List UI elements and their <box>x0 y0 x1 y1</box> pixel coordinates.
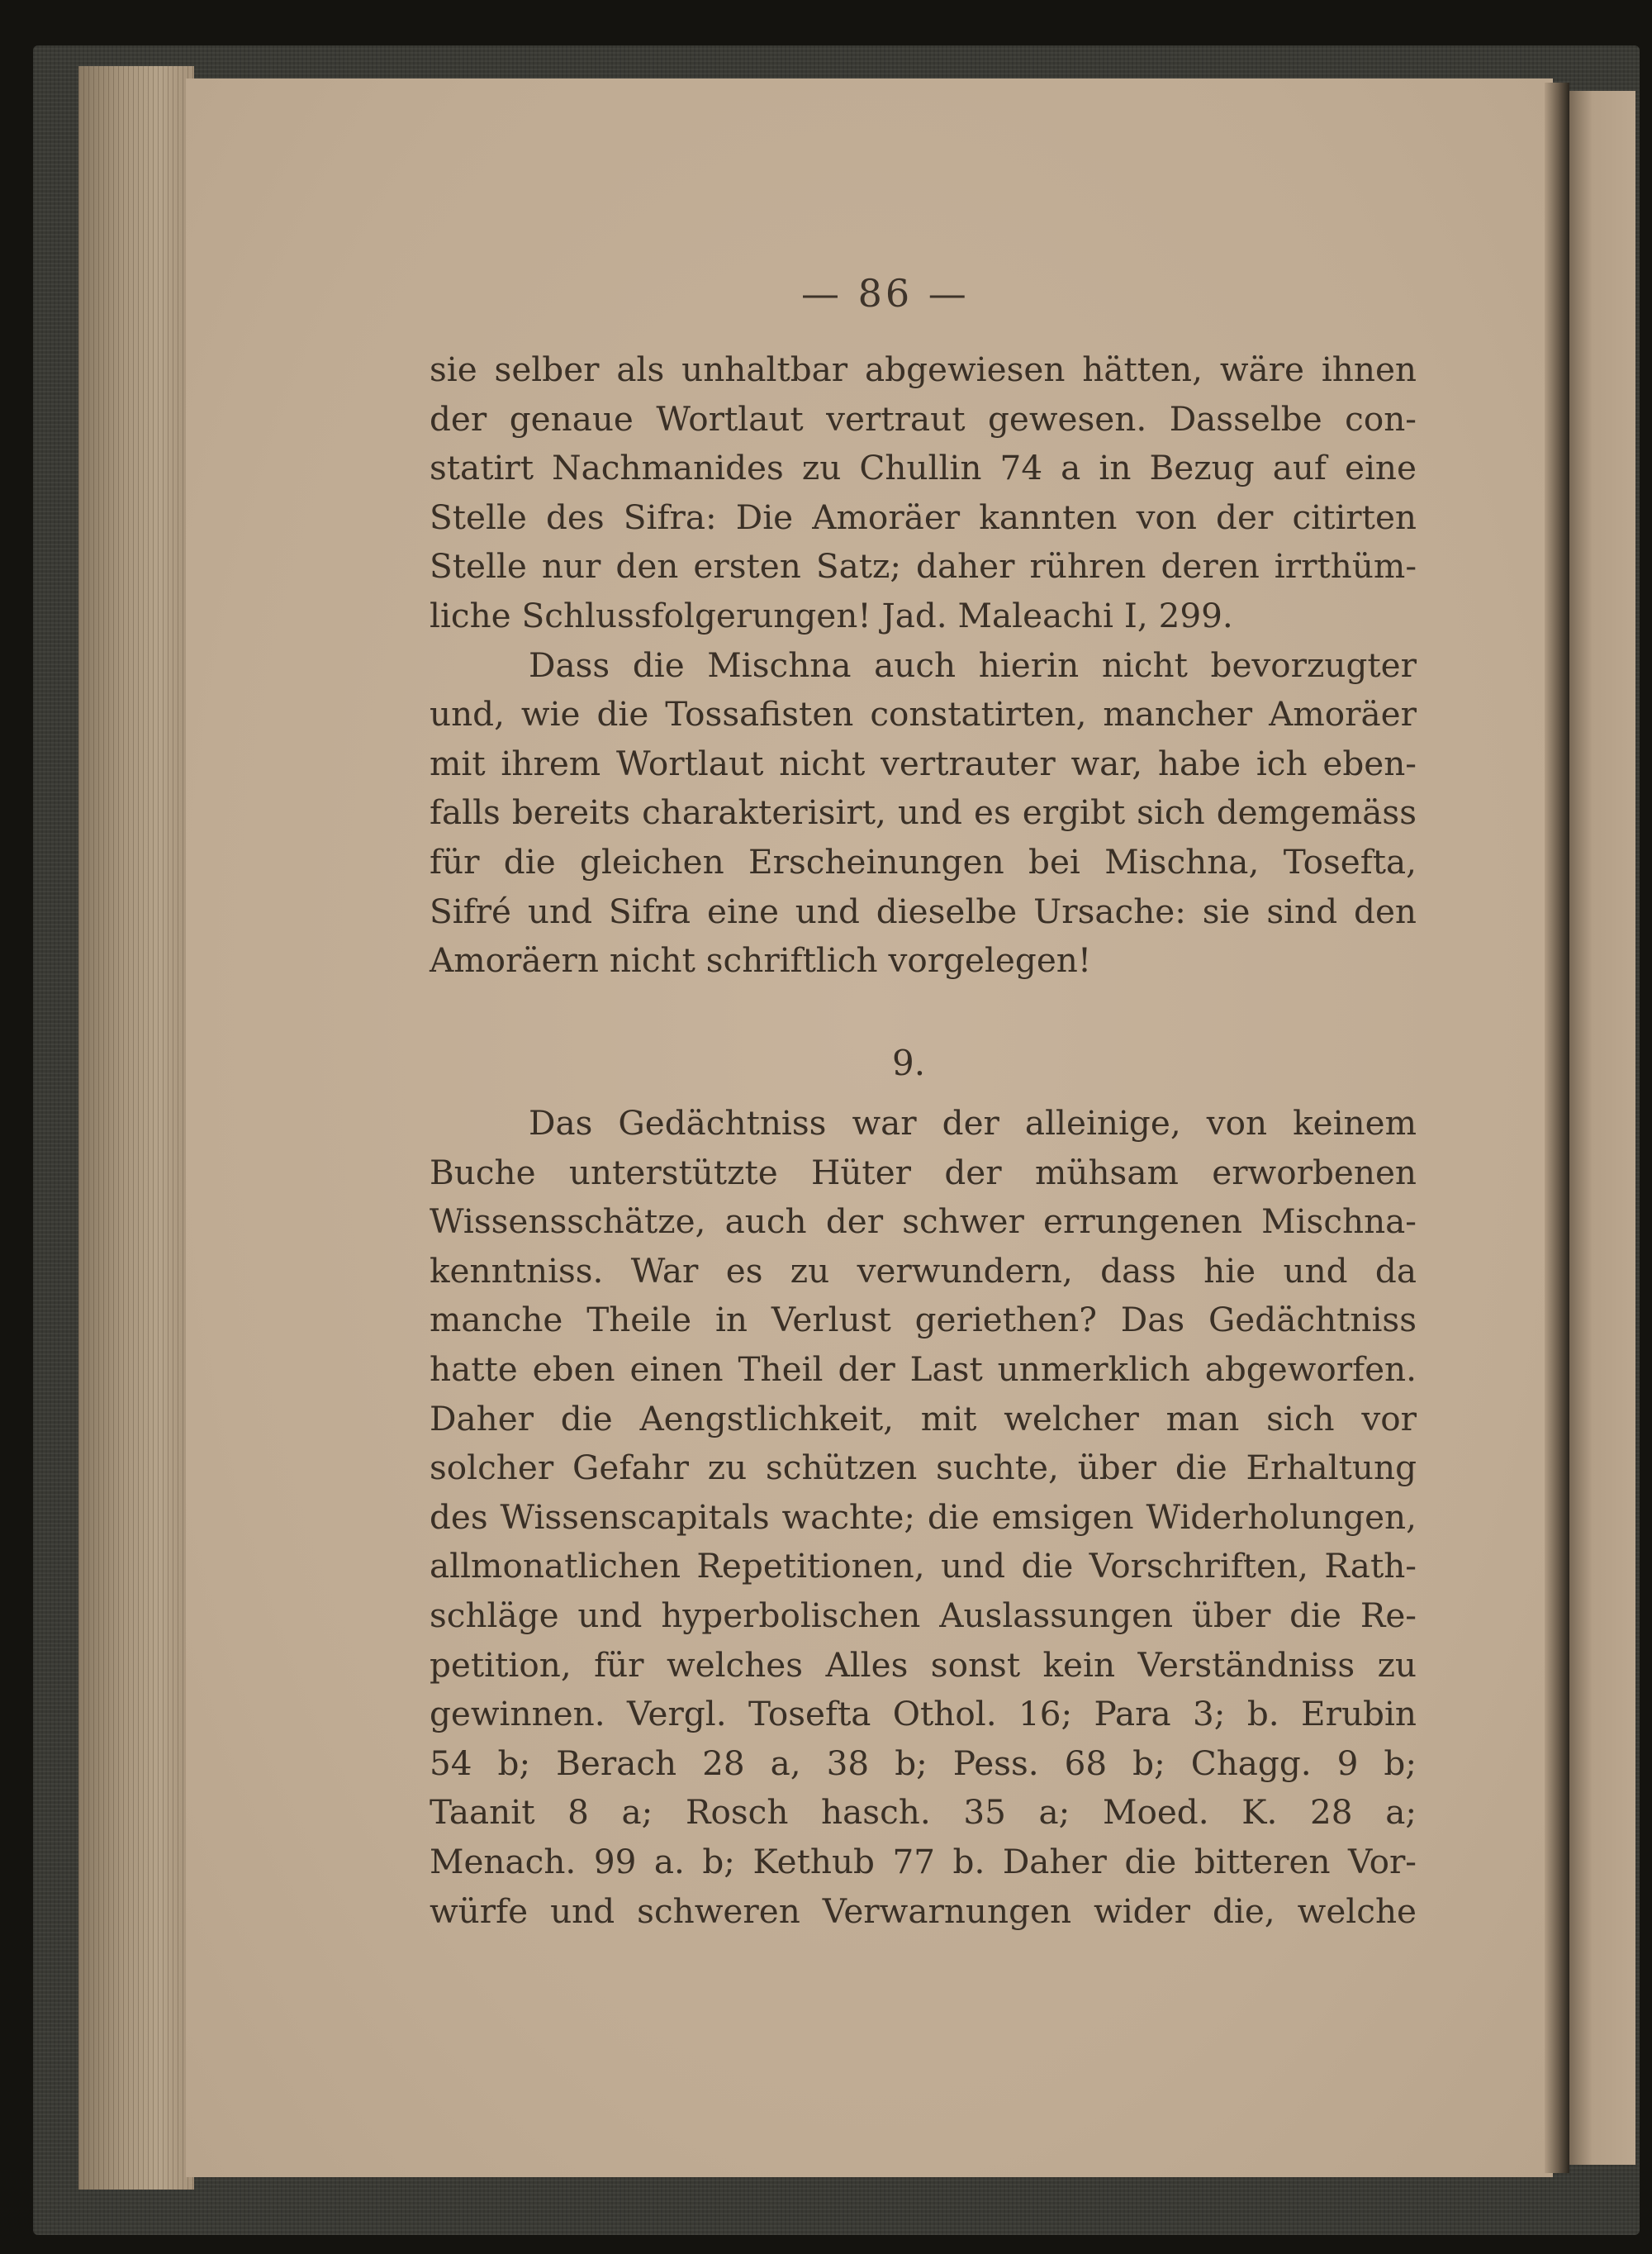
text-line: Daher die Aengstlichkeit, mit welcher man sich vor <box>430 1398 1417 1438</box>
text-line: Wissensschätze, auch der schwer errungenen Mischna- <box>430 1201 1417 1242</box>
text-line: schläge und hyperbolischen Auslassungen über die Re- <box>430 1595 1417 1635</box>
text-line: der genaue Wortlaut vertraut gewesen. Dasselbe con- <box>430 398 1417 439</box>
text-line: Sifré und Sifra eine und dieselbe Ursache: sie sind den <box>430 891 1417 931</box>
text-line: liche Schlussfolgerungen! Jad. Maleachi I, 299. <box>430 595 1233 635</box>
text-line: des Wissenscapitals wachte; die emsigen Widerholungen, <box>430 1496 1417 1537</box>
book-gutter <box>1545 83 1569 2173</box>
text-line: würfe und schweren Verwarnungen wider die, welche <box>430 1890 1417 1931</box>
text-line: Stelle nur den ersten Satz; daher rühren deren irrthüm- <box>430 546 1417 587</box>
text-line: allmonatlichen Repetitionen, und die Vorschriften, Rath- <box>430 1546 1417 1586</box>
text-line: manche Theile in Verlust geriethen? Das Gedächtniss <box>430 1300 1417 1340</box>
paragraph-block-1 <box>430 345 1417 986</box>
text-line: statirt Nachmanides zu Chullin 74 a in Bezug auf eine <box>430 448 1417 488</box>
page-edges <box>78 66 194 2190</box>
text-line: sie selber als unhaltbar abgewiesen hätten, wäre ihnen <box>430 350 1417 389</box>
text-line: mit ihrem Wortlaut nicht vertrauter war, habe ich eben- <box>430 743 1417 783</box>
text-line: gewinnen. Vergl. Tosefta Othol. 16; Para 3; b. Erubin <box>430 1694 1417 1734</box>
text-line: petition, für welches Alles sonst kein Verständniss zu <box>430 1644 1417 1685</box>
text-line: Stelle des Sifra: Die Amoräer kannten von der citirten <box>430 497 1417 537</box>
text-line: Menach. 99 a. b; Kethub 77 b. Daher die bitteren Vor- <box>430 1841 1417 1881</box>
text-line: Amoräern nicht schriftlich vorgelegen! <box>430 940 1092 981</box>
text-line: falls bereits charakterisirt, und es ergibt sich demgemäss <box>430 792 1417 833</box>
text-line: Dass die Mischna auch hierin nicht bevorzugter <box>529 644 1417 685</box>
text-line: hatte eben einen Theil der Last unmerklich abgeworfen. <box>430 1348 1417 1389</box>
text-line: 54 b; Berach 28 a, 38 b; Pess. 68 b; Chagg. 9 b; <box>430 1743 1417 1783</box>
text-line: kenntniss. War es zu verwundern, dass hie und da <box>430 1250 1417 1291</box>
text-line: und, wie die Tossafisten constatirten, mancher Amoräer <box>430 694 1417 735</box>
text-line: solcher Gefahr zu schützen suchte, über die Erhaltung <box>430 1448 1417 1488</box>
facing-page-edge <box>1569 91 1635 2165</box>
section-number: 9. <box>892 1043 926 1083</box>
text-line: Buche unterstützte Hüter der mühsam erworbenen <box>430 1152 1417 1192</box>
text-line: für die gleichen Erscheinungen bei Mischna, Tosefta, <box>430 841 1417 882</box>
text-line: Das Gedächtniss war der alleinige, von keinem <box>529 1103 1417 1143</box>
page-number: — 86 — <box>801 271 970 316</box>
paragraph-block-2 <box>430 1099 1417 1936</box>
text-line: Taanit 8 a; Rosch hasch. 35 a; Moed. K. 28 a; <box>430 1792 1417 1833</box>
